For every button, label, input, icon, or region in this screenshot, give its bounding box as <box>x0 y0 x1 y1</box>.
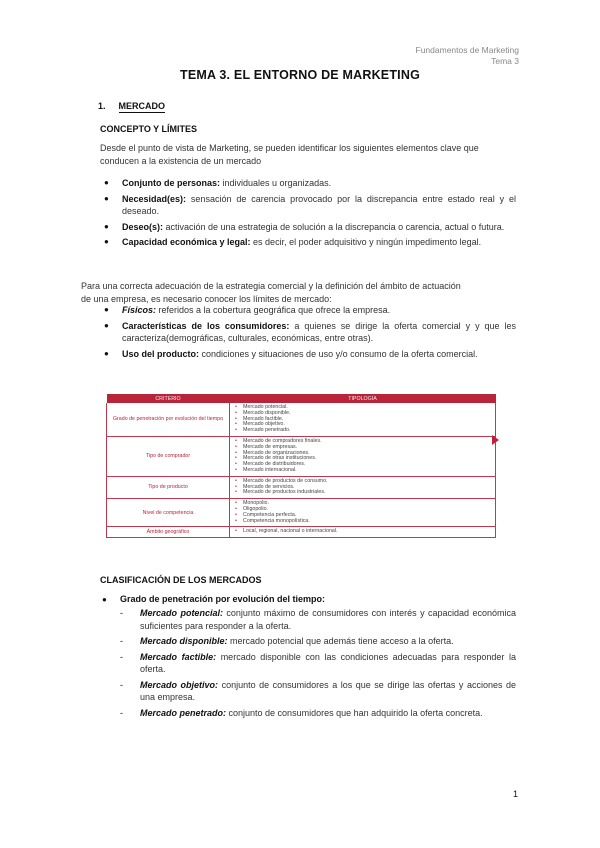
item-term: Mercado objetivo: <box>140 679 219 690</box>
item-term: Mercado potencial: <box>140 608 223 618</box>
typology-item: • Mercado de empresas. <box>243 445 492 451</box>
typology-cell <box>230 436 496 476</box>
limits-list <box>102 304 516 363</box>
page-number: 1 <box>512 789 518 799</box>
item-text: condiciones y situaciones de uso y/o consumo de la oferta comercial. <box>199 348 478 359</box>
criterion-cell: Ámbito geográfico <box>107 527 230 538</box>
typology-cell <box>230 527 496 538</box>
section-heading <box>98 101 165 111</box>
item-text: sensación de carencia provocado por la discrepancia entre estado real y el deseado. <box>122 193 516 216</box>
table-row <box>107 403 496 436</box>
item-text: mercado potencial que además tiene acceso a la oferta. <box>227 636 454 646</box>
typology-cell <box>230 476 496 498</box>
list-item: - Mercado disponible: mercado potencial que además tiene acceso a la oferta. <box>120 636 454 646</box>
item-text: conjunto de consumidores a los que se dirige las ofertas y acciones de una empresa. <box>140 679 517 702</box>
header-course: Fundamentos de Marketing <box>415 45 519 55</box>
typology-cell <box>230 499 496 527</box>
classification-heading-text: Grado de penetración por evolución del tiempo: <box>120 594 326 604</box>
item-term: Conjunto de personas: <box>122 178 221 188</box>
typology-item: • Mercado de productos de consumo. <box>243 479 492 485</box>
item-text: activación de una estrategia de solución a la discrepancia o carencia, actual o futura. <box>163 221 505 232</box>
classification-heading: ● Grado de penetración por evolución del tiempo: <box>102 594 326 604</box>
list-item: - Mercado factible: mercado disponible con las condiciones adecuadas para responder la oferta. <box>120 651 516 674</box>
item-term: Necesidad(es): <box>122 193 187 204</box>
typology-item: • Mercado de servicios. <box>243 485 492 491</box>
list-item: - Mercado penetrado: conjunto de consumidores que han adquirido la oferta concreta. <box>120 707 483 718</box>
item-text: mercado disponible con las condiciones adecuadas para responder la oferta. <box>140 651 516 674</box>
criterion-cell: Tipo de comprador <box>107 436 230 476</box>
list-item: ● Deseo(s): activación de una estrategia de solución a la discrepancia o carencia, actual o futura. <box>104 221 505 232</box>
typology-item: • Mercado penetrado. <box>243 428 492 434</box>
typology-item: • Mercado potencial. <box>243 405 492 411</box>
item-text: individuales u organizadas. <box>220 178 332 188</box>
item-term: Mercado disponible: <box>140 636 228 646</box>
typology-cell <box>230 403 496 436</box>
table-header-criterion: CRITERIO <box>107 394 230 403</box>
header-topic: Tema 3 <box>491 56 519 66</box>
typology-item: • Mercado disponible. <box>243 411 492 417</box>
list-item: - Mercado objetivo: conjunto de consumidores a los que se dirige las ofertas y acciones de una empresa. <box>120 679 517 702</box>
typology-item: • Mercado de organizaciones. <box>243 451 492 457</box>
typology-item: • Monopolio. <box>243 501 492 507</box>
page-title: TEMA 3. EL ENTORNO DE MARKETING <box>179 68 420 82</box>
typology-item: • Mercado de compradores finales. <box>243 439 492 445</box>
typology-item: • Mercado de otras instituciones. <box>243 456 492 462</box>
elements-list <box>102 177 516 252</box>
criterion-cell: Tipo de producto <box>107 476 230 498</box>
table-row <box>107 527 496 538</box>
typology-item: • Mercado internacional. <box>243 468 492 474</box>
item-term: Uso del producto: <box>122 348 199 359</box>
list-item: ● Capacidad económica y legal: es decir, el poder adquisitivo y ningún impedimento legal. <box>104 237 482 247</box>
item-term: Deseo(s): <box>122 221 164 232</box>
list-item: ● Físicos: referidos a la cobertura geográfica que ofrece la empresa. <box>104 305 391 315</box>
list-item: ● Uso del producto: condiciones y situaciones de uso y/o consumo de la oferta comercial. <box>104 348 478 359</box>
table-header-typology: TIPOLOGÍA <box>230 394 496 403</box>
typology-item: • Competencia perfecta. <box>243 513 492 519</box>
subheading-concept: CONCEPTO Y LÍMITES <box>100 124 198 134</box>
criterion-cell: Grado de penetración por evolución del tiempo <box>107 403 230 436</box>
list-item: ● Necesidad(es): sensación de carencia provocado por la discrepancia entre estado real y el deseado. <box>104 193 516 216</box>
list-item: ● Características de los consumidores: a quienes se dirige la oferta comercial y y que les caracteriza(demográficas, culturales, económicas, entre otras). <box>104 320 516 343</box>
typology-item: • Competencia monopolística. <box>243 519 492 525</box>
typology-item: • Mercado de productos industriales. <box>243 490 492 496</box>
typology-item: • Mercado objetivo. <box>243 422 492 428</box>
subheading-classification: CLASIFICACIÓN DE LOS MERCADOS <box>100 575 262 585</box>
classification-list <box>118 607 516 722</box>
section-number: 1. <box>98 101 106 111</box>
item-term: Físicos: <box>122 305 157 315</box>
item-text: a quienes se dirige la oferta comercial y y que les caracteriza(demográficas, culturales, económicas, entre otras). <box>122 320 516 343</box>
market-typology-table <box>106 394 496 538</box>
item-term: Capacidad económica y legal: <box>122 237 251 247</box>
item-text: referidos a la cobertura geográfica que ofrece la empresa. <box>156 305 391 315</box>
item-text: conjunto de consumidores que han adquirido la oferta concreta. <box>226 707 483 718</box>
typology-item: • Mercado factible. <box>243 417 492 423</box>
item-text: conjunto máximo de consumidores con interés y capacidad económica suficientes para responder a la oferta. <box>140 608 516 631</box>
item-term: Mercado penetrado: <box>140 707 227 718</box>
item-text: es decir, el poder adquisitivo y ningún impedimento legal. <box>250 237 482 247</box>
limits-intro: Para una correcta adecuación de la estrategia comercial y la definición del ámbito de actuación de una empresa, es necesario conocer los límites de mercado: <box>81 281 461 304</box>
section-label: MERCADO <box>118 101 166 111</box>
list-item: - Mercado potencial: conjunto máximo de consumidores con interés y capacidad económica suficientes para responder a la oferta. <box>120 608 516 631</box>
item-term: Características de los consumidores: <box>122 320 290 331</box>
list-item: ● Conjunto de personas: individuales u organizadas. <box>104 178 332 188</box>
table-row <box>107 476 496 498</box>
item-term: Mercado factible: <box>140 651 217 662</box>
typology-item: • Local, regional, nacional o internacional. <box>243 529 492 535</box>
typology-item: • Oligopolio. <box>243 507 492 513</box>
intro-paragraph: Desde el punto de vista de Marketing, se pueden identificar los siguientes elementos clave que conducen a la existencia de un mercado <box>100 143 479 166</box>
criterion-cell: Nivel de competencia <box>107 499 230 527</box>
typology-item: • Mercado de distribuidores. <box>243 462 492 468</box>
table-row <box>107 436 496 476</box>
running-header <box>416 45 519 67</box>
table-row <box>107 499 496 527</box>
